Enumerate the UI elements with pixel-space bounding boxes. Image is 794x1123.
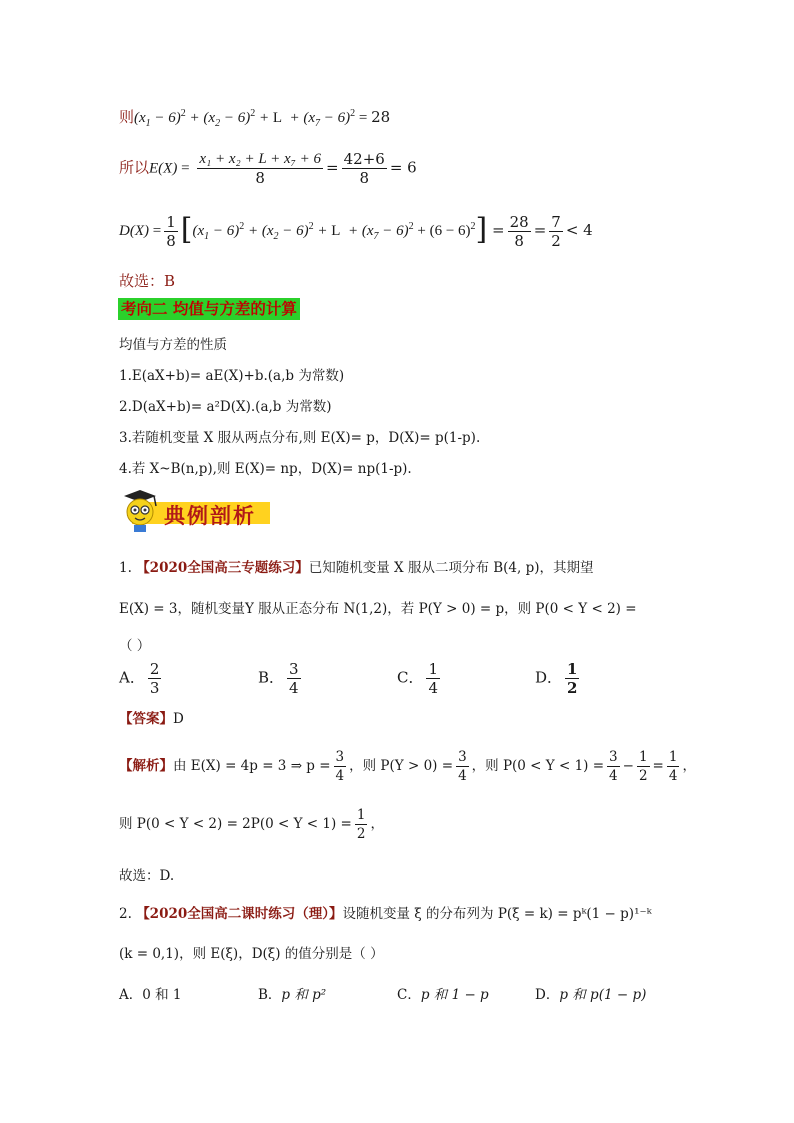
fraction-numerator: 1 [428,660,439,678]
fraction-numerator: 42+6 [343,150,385,168]
property-2: 2.D(aX+b)= a²D(X).(a,b 为常数) [119,399,332,415]
fraction-numerator: 3 [289,660,299,678]
choice-d[interactable] [535,660,582,697]
analysis-line-2: 则 P(0 < Y < 2) = 2P(0 < Y < 1) = $\frac{1}{2}$ ， [119,807,384,842]
choice-text: 0 和 1 [142,987,182,1003]
fraction-numerator: 2 [149,660,160,678]
equation-rhs: 28 [371,108,391,126]
fraction-numerator: 7 [551,212,561,231]
choice-label: C． [397,668,424,687]
choice-label: B． [258,668,285,687]
q2-choice-b[interactable] [258,983,326,1003]
fraction-denominator: 8 [514,231,524,250]
choice-label: D． [535,987,560,1003]
choice-label: A． [119,668,145,687]
section-subtitle: 均值与方差的性质 [119,337,227,353]
fraction-numerator: 28 [509,212,529,231]
question-1-stem-line-2: E(X) = 3，随机变量Y 服从正态分布 N(1,2)，若 P(Y > 0) = p，则 P(0 < Y < 2) = [119,601,637,617]
analysis-text: ， [682,758,696,774]
question-source: 【2020全国高三专题练习】 [136,560,309,576]
equation-prefix: 则 [119,108,135,126]
question-2-stem-line-1 [119,902,652,922]
question-number: 1. [119,560,132,576]
answer-row [119,707,184,727]
fraction [426,660,440,697]
fraction [148,660,162,697]
fraction-denominator: 3 [149,679,160,697]
equation-prefix: 所以 [119,158,150,177]
equation-result: 6 [407,158,417,177]
analysis-text: 由 E(X) = 4p = 3 ⇒ p = [173,758,331,774]
choice-label: A． [119,987,143,1003]
fraction [342,150,387,187]
fraction-denominator: 2 [567,679,578,697]
q2-choice-d[interactable] [535,983,646,1003]
equation-body: $(x_1 - 6)^2 + (x_2 - 6)^2 + L + (x_7 - 6)^2$ = [134,108,368,129]
answer-tag: 【答案】 [119,711,173,727]
fraction-numerator: x₁ + x₂ + L + x₇ + 6 [199,151,322,167]
analysis-text: ，则 P(0 < Y < 1) = [471,758,605,774]
answer-value: D [173,711,184,727]
fraction-numerator: 1 [567,660,578,678]
equation-line-1 [119,106,390,129]
analysis-tag: 【解析】 [119,758,173,774]
answer-line: 故选：B [119,272,176,290]
choice-text: p 和 p² [281,987,327,1003]
fraction-numerator: 1 [166,212,176,231]
variance-symbol: D(X) = [119,223,162,239]
fraction-denominator: 8 [255,169,265,187]
q2-choice-a[interactable] [119,983,182,1003]
fraction [565,660,579,697]
section-heading: 考向二 均值与方差的计算 [118,298,300,320]
expectation-symbol: E(X) = [149,160,190,177]
analysis-text: ，则 P(Y > 0) = [349,758,454,774]
choice-text: p 和 p(1 − p) [559,987,647,1003]
analysis-line-1: 【解析】由 E(X) = 4p = 3 ⇒ p = $\frac{3}{4}$ ，则 P(Y > 0) = $\frac{3}{4}$ ，则 P(0 < Y < 1) = $\frac{3}{4}$ − $\frac{1}{2}$ = $\frac{1}{4}$ ， [119,749,696,784]
choice-label: D． [535,668,563,687]
fraction [197,150,323,187]
property-4: 4.若 X~B(n,p),则 E(X)= np，D(X)= np(1-p). [119,461,412,477]
fraction-denominator: 4 [289,679,299,697]
question-1-paren: （ ） [119,638,151,654]
choice-a[interactable] [119,660,164,697]
example-banner [118,488,270,534]
analysis-text: 则 P(0 < Y < 2) = 2P(0 < Y < 1) = [119,816,352,832]
question-number: 2. [119,906,132,922]
fraction [549,213,563,250]
fraction [508,213,531,250]
equation-line-3: D(X) = $\frac{1}{8}$ $[(x_1 - 6)^2 + (x_2 - 6)^2 + L + (x_7 - 6)^2 + (6 - 6)^2]$ = $\frac{28}{8}$ = $\frac{7}{2}$ < 4 [119,212,593,250]
professor-bulb-icon [118,488,162,534]
property-3: 3.若随机变量 X 服从两点分布,则 E(X)= p，D(X)= p(1-p). [119,430,481,446]
q2-choice-c[interactable] [397,983,489,1003]
fraction-denominator: 8 [166,231,176,250]
choice-text: p 和 1 − p [420,987,489,1003]
question-source: 【2020全国高二课时练习（理）】 [136,906,343,922]
final-answer: 故选：D. [119,868,175,884]
property-1: 1.E(aX+b)= aE(X)+b.(a,b 为常数) [119,368,345,384]
question-stem: 设随机变量 ξ 的分布列为 P(ξ = k) = pᵏ(1 − p)¹⁻ᵏ [342,906,652,922]
banner-text: 典例剖析 [164,504,256,528]
choice-label: C． [397,987,421,1003]
fraction [164,213,178,250]
analysis-text: ， [370,816,384,832]
choice-b[interactable] [258,660,304,697]
choice-label: B． [258,987,282,1003]
fraction-denominator: 4 [428,679,439,697]
question-1-stem-line-1 [119,556,594,576]
inequality-rhs: 4 [583,221,593,239]
fraction [287,660,301,697]
question-stem: 已知随机变量 X 服从二项分布 B(4, p)，其期望 [308,560,594,576]
question-2-stem-line-2: (k = 0,1)，则 E(ξ)，D(ξ) 的值分别是（ ） [119,946,384,962]
fraction-denominator: 2 [551,231,561,250]
equation-line-2: 所以E(X) = $\frac{\text{x₁ + x₂ + L + x₇ + 6}}{8}$ = $\frac{42+6}{8}$ = 6 [119,150,417,187]
fraction-denominator: 8 [359,169,369,187]
variance-sum: $(x_1 - 6)^2 + (x_2 - 6)^2 + L + (x_7 - 6)^2 + (6 - 6)^2$ [192,221,476,242]
choice-c[interactable] [397,660,443,697]
